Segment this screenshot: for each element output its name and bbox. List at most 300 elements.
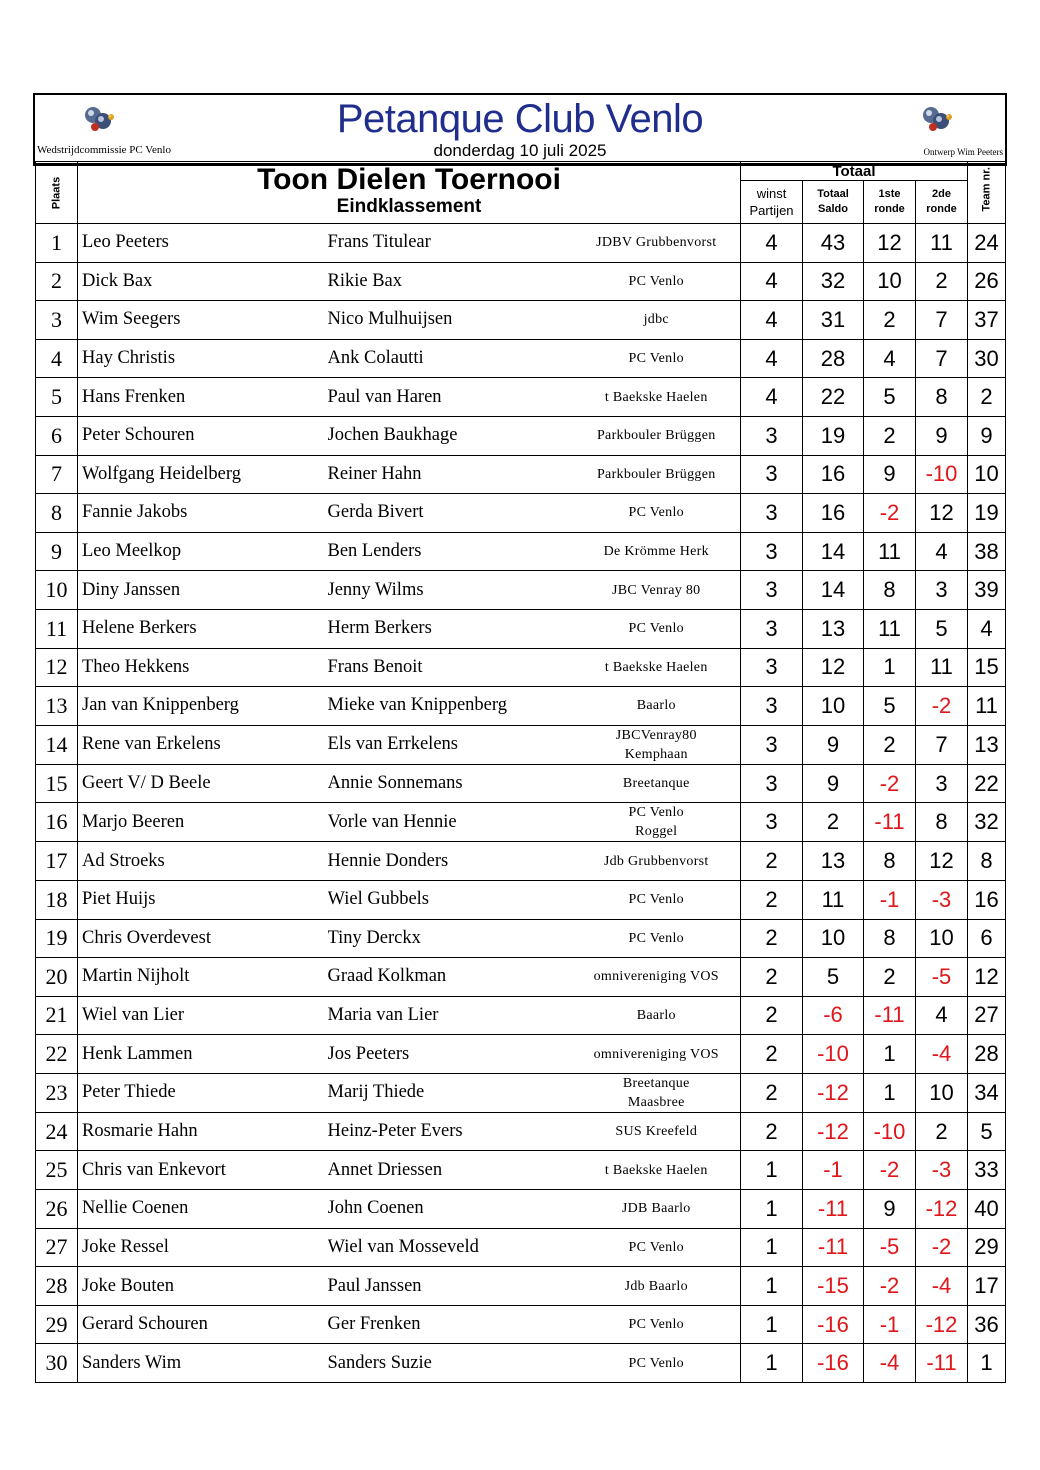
round1-cell: 2 (864, 958, 916, 997)
saldo-cell: -16 (803, 1344, 864, 1383)
player1-cell: Theo Hekkens (78, 648, 328, 687)
club-cell: PC Venlo (573, 262, 741, 301)
rank-cell: 2 (36, 262, 78, 301)
wins-cell: 4 (741, 224, 803, 263)
table-row (36, 378, 1006, 417)
player2-cell: Hennie Donders (328, 842, 573, 881)
rank-cell: 4 (36, 339, 78, 378)
saldo-cell: 32 (803, 262, 864, 301)
round2-cell: 10 (916, 919, 968, 958)
wins-cell: 2 (741, 996, 803, 1035)
player1-cell: Rene van Erkelens (78, 725, 328, 764)
club-cell: t Baekske Haelen (573, 648, 741, 687)
wins-cell: 1 (741, 1228, 803, 1267)
player1-cell: Wolfgang Heidelberg (78, 455, 328, 494)
wins-cell: 4 (741, 378, 803, 417)
player1-cell: Fannie Jakobs (78, 494, 328, 533)
wins-cell: 4 (741, 339, 803, 378)
rank-cell: 1 (36, 224, 78, 263)
saldo-cell: -12 (803, 1073, 864, 1112)
rank-cell: 28 (36, 1267, 78, 1306)
club-cell: PC Venlo (573, 339, 741, 378)
rank-cell: 12 (36, 648, 78, 687)
team-cell: 39 (968, 571, 1006, 610)
player2-cell: Annie Sonnemans (328, 764, 573, 803)
team-cell: 12 (968, 958, 1006, 997)
saldo-cell: 16 (803, 455, 864, 494)
player1-cell: Peter Schouren (78, 416, 328, 455)
round1-cell: 8 (864, 571, 916, 610)
table-row (36, 764, 1006, 803)
rank-cell: 29 (36, 1305, 78, 1344)
round2-cell: 11 (916, 648, 968, 687)
design-credit: Ontwerp Wim Peeters (923, 147, 1003, 157)
saldo-cell: 16 (803, 494, 864, 533)
team-cell: 36 (968, 1305, 1006, 1344)
round1-cell: 2 (864, 301, 916, 340)
team-cell: 32 (968, 803, 1006, 842)
table-row (36, 919, 1006, 958)
saldo-cell: 9 (803, 725, 864, 764)
table-row (36, 1344, 1006, 1383)
player1-cell: Gerard Schouren (78, 1305, 328, 1344)
player1-cell: Martin Nijholt (78, 958, 328, 997)
team-cell: 24 (968, 224, 1006, 263)
team-cell: 29 (968, 1228, 1006, 1267)
table-row (36, 532, 1006, 571)
round1-cell: 11 (864, 532, 916, 571)
table-row (36, 609, 1006, 648)
player2-cell: Rikie Bax (328, 262, 573, 301)
team-cell: 1 (968, 1344, 1006, 1383)
wins-cell: 2 (741, 842, 803, 881)
player1-cell: Joke Ressel (78, 1228, 328, 1267)
player2-cell: Ger Frenken (328, 1305, 573, 1344)
rank-cell: 5 (36, 378, 78, 417)
saldo-cell: 13 (803, 609, 864, 648)
player2-cell: John Coenen (328, 1190, 573, 1229)
club-cell: Parkbouler Brüggen (573, 416, 741, 455)
club-cell: Parkbouler Brüggen (573, 455, 741, 494)
table-row (36, 224, 1006, 263)
rank-cell: 19 (36, 919, 78, 958)
player2-cell: Nico Mulhuijsen (328, 301, 573, 340)
team-cell: 26 (968, 262, 1006, 301)
rank-cell: 18 (36, 880, 78, 919)
table-row (36, 1228, 1006, 1267)
round1-cell: -2 (864, 764, 916, 803)
round1-cell: -1 (864, 1305, 916, 1344)
club-cell: Breetanque (573, 764, 741, 803)
table-row (36, 842, 1006, 881)
col-team-header: Team nr. (968, 162, 1006, 224)
round1-cell: 1 (864, 1035, 916, 1074)
club-cell: t Baekske Haelen (573, 378, 741, 417)
player2-cell: Mieke van Knippenberg (328, 687, 573, 726)
title-cell (78, 162, 741, 224)
player1-cell: Henk Lammen (78, 1035, 328, 1074)
player1-cell: Chris Overdevest (78, 919, 328, 958)
rank-cell: 23 (36, 1073, 78, 1112)
round2-cell: -10 (916, 455, 968, 494)
player2-cell: Annet Driessen (328, 1151, 573, 1190)
table-row (36, 301, 1006, 340)
player2-cell: Els van Errkelens (328, 725, 573, 764)
player2-cell: Paul Janssen (328, 1267, 573, 1306)
round2-cell: 7 (916, 725, 968, 764)
club-cell: PC Venlo (573, 494, 741, 533)
round2-cell: 12 (916, 842, 968, 881)
player1-cell: Wiel van Lier (78, 996, 328, 1035)
round1-cell: -2 (864, 1151, 916, 1190)
player1-cell: Marjo Beeren (78, 803, 328, 842)
rank-cell: 10 (36, 571, 78, 610)
round2-cell: -2 (916, 1228, 968, 1267)
round1-cell: 9 (864, 455, 916, 494)
wins-cell: 4 (741, 301, 803, 340)
saldo-cell: -16 (803, 1305, 864, 1344)
player2-cell: Heinz-Peter Evers (328, 1112, 573, 1151)
saldo-cell: 12 (803, 648, 864, 687)
team-cell: 8 (968, 842, 1006, 881)
round1-cell: 2 (864, 416, 916, 455)
player2-cell: Maria van Lier (328, 996, 573, 1035)
table-row (36, 1151, 1006, 1190)
wins-cell: 3 (741, 609, 803, 648)
player1-cell: Ad Stroeks (78, 842, 328, 881)
saldo-cell: 14 (803, 532, 864, 571)
player1-cell: Hans Frenken (78, 378, 328, 417)
player2-cell: Jochen Baukhage (328, 416, 573, 455)
player2-cell: Ben Lenders (328, 532, 573, 571)
round2-cell: 7 (916, 339, 968, 378)
round1-cell: 12 (864, 224, 916, 263)
rank-cell: 26 (36, 1190, 78, 1229)
club-cell: Baarlo (573, 687, 741, 726)
team-cell: 11 (968, 687, 1006, 726)
round2-cell: 3 (916, 571, 968, 610)
player2-cell: Ank Colautti (328, 339, 573, 378)
table-row (36, 648, 1006, 687)
player1-cell: Dick Bax (78, 262, 328, 301)
club-cell: JDB Baarlo (573, 1190, 741, 1229)
rank-cell: 15 (36, 764, 78, 803)
team-cell: 13 (968, 725, 1006, 764)
round2-cell: -3 (916, 880, 968, 919)
wins-cell: 2 (741, 958, 803, 997)
player2-cell: Wiel Gubbels (328, 880, 573, 919)
round2-cell: -4 (916, 1035, 968, 1074)
club-title: Petanque Club Venlo (336, 97, 704, 141)
club-cell: SUS Kreefeld (573, 1112, 741, 1151)
club-cell: Breetanque Maasbree (573, 1073, 741, 1112)
club-cell: JDBV Grubbenvorst (573, 224, 741, 263)
wins-cell: 3 (741, 416, 803, 455)
round1-cell: 1 (864, 1073, 916, 1112)
round2-cell: -12 (916, 1305, 968, 1344)
player2-cell: Frans Titulear (328, 224, 573, 263)
team-cell: 34 (968, 1073, 1006, 1112)
club-cell: De Krömme Herk (573, 532, 741, 571)
sheet-header (35, 95, 1005, 164)
rank-cell: 30 (36, 1344, 78, 1383)
player1-cell: Jan van Knippenberg (78, 687, 328, 726)
table-row (36, 1305, 1006, 1344)
table-row (36, 958, 1006, 997)
table-row (36, 1267, 1006, 1306)
team-cell: 9 (968, 416, 1006, 455)
wins-cell: 3 (741, 764, 803, 803)
club-cell: Jdb Grubbenvorst (573, 842, 741, 881)
saldo-cell: 31 (803, 301, 864, 340)
wins-cell: 3 (741, 494, 803, 533)
team-cell: 38 (968, 532, 1006, 571)
table-row (36, 803, 1006, 842)
team-cell: 37 (968, 301, 1006, 340)
saldo-cell: 9 (803, 764, 864, 803)
tournament-title: Toon Dielen Toernooi (257, 163, 561, 196)
round2-cell: 5 (916, 609, 968, 648)
round2-cell: -4 (916, 1267, 968, 1306)
club-cell: Baarlo (573, 996, 741, 1035)
player1-cell: Wim Seegers (78, 301, 328, 340)
rank-cell: 9 (36, 532, 78, 571)
player2-cell: Jenny Wilms (328, 571, 573, 610)
wins-cell: 1 (741, 1344, 803, 1383)
table-row (36, 880, 1006, 919)
tournament-date: donderdag 10 juli 2025 (433, 141, 607, 160)
player1-cell: Geert V/ D Beele (78, 764, 328, 803)
player2-cell: Vorle van Hennie (328, 803, 573, 842)
tournament-subtitle: Eindklassement (336, 196, 482, 217)
club-cell: PC Venlo (573, 1228, 741, 1267)
col-round1-header: 1ste ronde (864, 181, 916, 224)
rank-cell: 20 (36, 958, 78, 997)
rank-cell: 11 (36, 609, 78, 648)
club-cell: PC Venlo (573, 1305, 741, 1344)
round2-cell: -12 (916, 1190, 968, 1229)
player2-cell: Sanders Suzie (328, 1344, 573, 1383)
player1-cell: Nellie Coenen (78, 1190, 328, 1229)
round2-cell: 10 (916, 1073, 968, 1112)
player1-cell: Chris van Enkevort (78, 1151, 328, 1190)
rank-cell: 3 (36, 301, 78, 340)
table-row (36, 571, 1006, 610)
round1-cell: -4 (864, 1344, 916, 1383)
saldo-cell: -11 (803, 1228, 864, 1267)
wins-cell: 1 (741, 1305, 803, 1344)
table-row (36, 339, 1006, 378)
club-cell: omnivereniging VOS (573, 1035, 741, 1074)
wins-cell: 1 (741, 1151, 803, 1190)
round2-cell: 4 (916, 532, 968, 571)
saldo-cell: 5 (803, 958, 864, 997)
club-cell: PC Venlo (573, 919, 741, 958)
round1-cell: 1 (864, 648, 916, 687)
player1-cell: Leo Meelkop (78, 532, 328, 571)
club-cell: omnivereniging VOS (573, 958, 741, 997)
team-cell: 28 (968, 1035, 1006, 1074)
team-cell: 6 (968, 919, 1006, 958)
saldo-cell: 19 (803, 416, 864, 455)
player2-cell: Marij Thiede (328, 1073, 573, 1112)
wins-cell: 3 (741, 725, 803, 764)
round2-cell: -2 (916, 687, 968, 726)
wins-cell: 2 (741, 1035, 803, 1074)
team-cell: 15 (968, 648, 1006, 687)
club-cell: JBC Venray 80 (573, 571, 741, 610)
player2-cell: Tiny Derckx (328, 919, 573, 958)
table-row (36, 687, 1006, 726)
team-cell: 4 (968, 609, 1006, 648)
col-plaats-header: Plaats (36, 162, 78, 224)
player2-cell: Paul van Haren (328, 378, 573, 417)
wins-cell: 2 (741, 1073, 803, 1112)
team-cell: 16 (968, 880, 1006, 919)
committee-note: Wedstrijdcommissie PC Venlo (37, 144, 171, 156)
wins-cell: 1 (741, 1267, 803, 1306)
round2-cell: 4 (916, 996, 968, 1035)
player1-cell: Peter Thiede (78, 1073, 328, 1112)
table-row (36, 1035, 1006, 1074)
table-row (36, 996, 1006, 1035)
round1-cell: 8 (864, 842, 916, 881)
team-cell: 5 (968, 1112, 1006, 1151)
wins-cell: 3 (741, 455, 803, 494)
round2-cell: 2 (916, 1112, 968, 1151)
club-cell: jdbc (573, 301, 741, 340)
round1-cell: -10 (864, 1112, 916, 1151)
wins-cell: 2 (741, 1112, 803, 1151)
col-totaal-header: Totaal (741, 162, 968, 181)
petanque-balls-icon (919, 105, 955, 133)
round2-cell: -5 (916, 958, 968, 997)
wins-cell: 2 (741, 919, 803, 958)
club-cell: PC Venlo (573, 880, 741, 919)
round1-cell: -5 (864, 1228, 916, 1267)
club-cell: PC Venlo (573, 1344, 741, 1383)
table-row (36, 1190, 1006, 1229)
player1-cell: Piet Huijs (78, 880, 328, 919)
rank-cell: 16 (36, 803, 78, 842)
rank-cell: 27 (36, 1228, 78, 1267)
player2-cell: Wiel van Mosseveld (328, 1228, 573, 1267)
player2-cell: Gerda Bivert (328, 494, 573, 533)
rank-cell: 13 (36, 687, 78, 726)
round1-cell: 2 (864, 725, 916, 764)
team-cell: 27 (968, 996, 1006, 1035)
col-round2-header: 2de ronde (916, 181, 968, 224)
club-cell: PC Venlo (573, 609, 741, 648)
club-cell: t Baekske Haelen (573, 1151, 741, 1190)
saldo-cell: 43 (803, 224, 864, 263)
saldo-cell: 2 (803, 803, 864, 842)
table-row (36, 725, 1006, 764)
rank-cell: 7 (36, 455, 78, 494)
saldo-cell: 28 (803, 339, 864, 378)
table-row (36, 1073, 1006, 1112)
saldo-cell: -6 (803, 996, 864, 1035)
team-cell: 19 (968, 494, 1006, 533)
round1-cell: 10 (864, 262, 916, 301)
table-row (36, 416, 1006, 455)
team-cell: 33 (968, 1151, 1006, 1190)
club-cell: PC Venlo Roggel (573, 803, 741, 842)
wins-cell: 3 (741, 571, 803, 610)
rank-cell: 6 (36, 416, 78, 455)
rank-cell: 25 (36, 1151, 78, 1190)
round1-cell: 9 (864, 1190, 916, 1229)
round2-cell: 9 (916, 416, 968, 455)
rank-cell: 14 (36, 725, 78, 764)
saldo-cell: -12 (803, 1112, 864, 1151)
saldo-cell: -1 (803, 1151, 864, 1190)
table-row (36, 494, 1006, 533)
player2-cell: Herm Berkers (328, 609, 573, 648)
saldo-cell: -15 (803, 1267, 864, 1306)
table-row (36, 1112, 1006, 1151)
saldo-cell: 10 (803, 919, 864, 958)
round2-cell: -3 (916, 1151, 968, 1190)
round2-cell: -11 (916, 1344, 968, 1383)
round1-cell: -11 (864, 803, 916, 842)
round1-cell: -2 (864, 1267, 916, 1306)
team-cell: 2 (968, 378, 1006, 417)
round2-cell: 7 (916, 301, 968, 340)
team-cell: 30 (968, 339, 1006, 378)
player1-cell: Diny Janssen (78, 571, 328, 610)
player1-cell: Helene Berkers (78, 609, 328, 648)
round1-cell: 5 (864, 378, 916, 417)
saldo-cell: -11 (803, 1190, 864, 1229)
round1-cell: 8 (864, 919, 916, 958)
round1-cell: 4 (864, 339, 916, 378)
round2-cell: 12 (916, 494, 968, 533)
saldo-cell: 14 (803, 571, 864, 610)
saldo-cell: 10 (803, 687, 864, 726)
player1-cell: Leo Peeters (78, 224, 328, 263)
player1-cell: Rosmarie Hahn (78, 1112, 328, 1151)
round2-cell: 3 (916, 764, 968, 803)
round1-cell: 11 (864, 609, 916, 648)
wins-cell: 3 (741, 687, 803, 726)
rank-cell: 21 (36, 996, 78, 1035)
saldo-cell: 13 (803, 842, 864, 881)
table-row (36, 455, 1006, 494)
club-cell: Jdb Baarlo (573, 1267, 741, 1306)
saldo-cell: 22 (803, 378, 864, 417)
player1-cell: Hay Christis (78, 339, 328, 378)
round1-cell: -2 (864, 494, 916, 533)
player1-cell: Joke Bouten (78, 1267, 328, 1306)
round1-cell: -1 (864, 880, 916, 919)
player2-cell: Jos Peeters (328, 1035, 573, 1074)
rank-cell: 22 (36, 1035, 78, 1074)
saldo-cell: 11 (803, 880, 864, 919)
team-cell: 17 (968, 1267, 1006, 1306)
round2-cell: 11 (916, 224, 968, 263)
wins-cell: 3 (741, 803, 803, 842)
rank-cell: 24 (36, 1112, 78, 1151)
round1-cell: 5 (864, 687, 916, 726)
wins-cell: 4 (741, 262, 803, 301)
col-saldo-header: Totaal Saldo (803, 181, 864, 224)
team-cell: 40 (968, 1190, 1006, 1229)
wins-cell: 3 (741, 648, 803, 687)
wins-cell: 1 (741, 1190, 803, 1229)
standings-sheet (33, 93, 1007, 1376)
rank-cell: 8 (36, 494, 78, 533)
